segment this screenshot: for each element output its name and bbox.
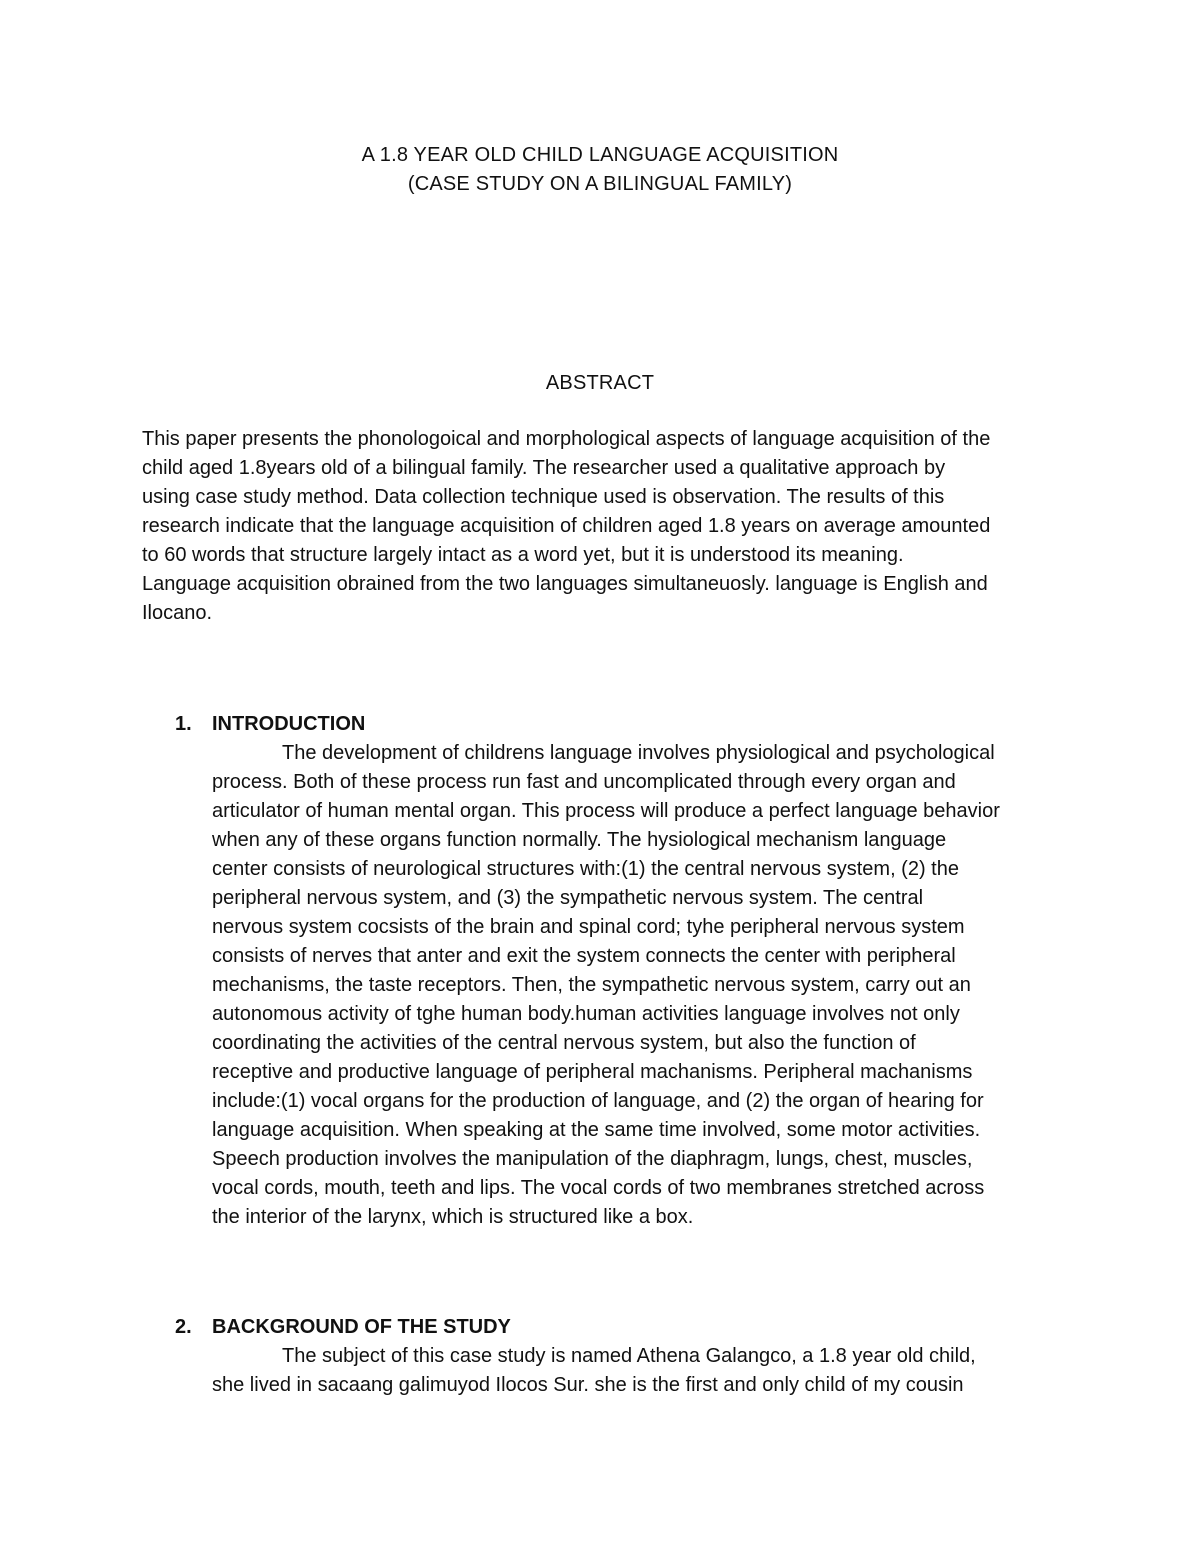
paragraph-line: consists of nerves that anter and exit the system connects the center with peripheral [212, 945, 956, 967]
section-heading [175, 710, 1075, 739]
paragraph-line: she lived in sacaang galimuyod Ilocos Sur. she is the first and only child of my cousin [212, 1374, 964, 1396]
paragraph-line: coordinating the activities of the central nervous system, but also the function of [212, 1032, 916, 1054]
paragraph-line: language acquisition. When speaking at the same time involved, some motor activities. [212, 1119, 981, 1141]
section-paragraph [212, 1342, 1075, 1400]
abstract-heading: ABSTRACT [545, 372, 655, 394]
abstract-line: Ilocano. [142, 602, 213, 624]
abstract-line: child aged 1.8years old of a bilingual family. The researcher used a qualitative approach by [142, 457, 946, 479]
paragraph-line: The development of childrens language involves physiological and psychological [282, 742, 995, 764]
paragraph-line: mechanisms, the taste receptors. Then, the sympathetic nervous system, carry out an [212, 974, 971, 996]
paragraph-line: peripheral nervous system, and (3) the sympathetic nervous system. The central [212, 887, 924, 909]
section-number: 2. [175, 1316, 192, 1338]
paragraph-line: The subject of this case study is named Athena Galangco, a 1.8 year old child, [282, 1345, 976, 1367]
paragraph-line: autonomous activity of tghe human body.human activities language involves not only [212, 1003, 960, 1025]
section-background [175, 1313, 1075, 1400]
section-title: INTRODUCTION [212, 713, 366, 735]
abstract-paragraph [142, 425, 1064, 628]
section-title: BACKGROUND OF THE STUDY [212, 1316, 511, 1338]
abstract-line: using case study method. Data collection technique used is observation. The results of this [142, 486, 945, 508]
abstract-line: to 60 words that structure largely intact as a word yet, but it is understood its meaning. [142, 544, 904, 566]
paragraph-line: process. Both of these process run fast and uncomplicated through every organ and [212, 771, 956, 793]
paragraph-line: articulator of human mental organ. This process will produce a perfect language behavior [212, 800, 1000, 822]
paragraph-line: Speech production involves the manipulation of the diaphragm, lungs, chest, muscles, [212, 1148, 973, 1170]
document-title [0, 141, 1200, 199]
section-paragraph [212, 739, 1075, 1232]
title-line-2: (CASE STUDY ON A BILINGUAL FAMILY) [407, 173, 793, 195]
section-heading [175, 1313, 1075, 1342]
section-number: 1. [175, 713, 192, 735]
paragraph-line: vocal cords, mouth, teeth and lips. The vocal cords of two membranes stretched across [212, 1177, 985, 1199]
abstract-line: research indicate that the language acquisition of children aged 1.8 years on average amounted [142, 515, 991, 537]
paragraph-line: the interior of the larynx, which is structured like a box. [212, 1206, 694, 1228]
title-line-1: A 1.8 YEAR OLD CHILD LANGUAGE ACQUISITION [361, 144, 839, 166]
abstract-line: Language acquisition obrained from the two languages simultaneuosly. language is English and [142, 573, 988, 595]
paragraph-line: receptive and productive language of peripheral machanisms. Peripheral machanisms [212, 1061, 973, 1083]
paragraph-line: include:(1) vocal organs for the production of language, and (2) the organ of hearing for [212, 1090, 984, 1112]
paragraph-line: nervous system cocsists of the brain and spinal cord; tyhe peripheral nervous system [212, 916, 965, 938]
paragraph-line: center consists of neurological structures with:(1) the central nervous system, (2) the [212, 858, 959, 880]
section-introduction [175, 710, 1075, 1232]
abstract-line: This paper presents the phonologoical and morphological aspects of language acquisition of the [142, 428, 991, 450]
paragraph-line: when any of these organs function normally. The hysiological mechanism language [212, 829, 947, 851]
